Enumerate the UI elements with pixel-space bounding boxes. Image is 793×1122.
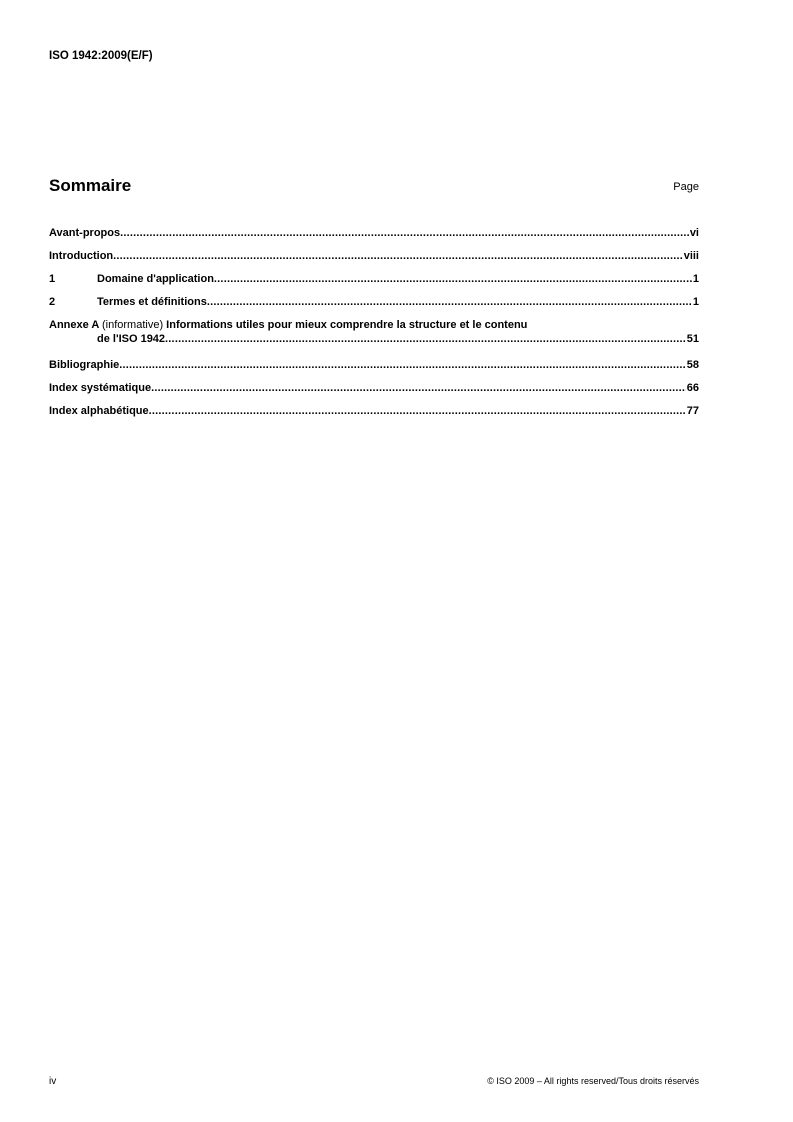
toc-entry-index-alphabetique[interactable] — [49, 404, 699, 427]
annex-title-line-1 — [49, 318, 699, 332]
toc-leader-dots — [151, 381, 686, 395]
toc-entry-page: 77 — [686, 405, 699, 417]
toc-entry-number: 2 — [49, 296, 56, 308]
toc-entry-text: Avant-propos — [49, 227, 121, 239]
toc-leader-dots — [165, 332, 686, 346]
toc-entry-page: 51 — [686, 333, 699, 345]
toc-entry-text: Index systématique — [49, 382, 152, 394]
toc-entry-text: Domaine d'application — [97, 273, 214, 285]
toc-entry-text: Bibliographie — [49, 359, 120, 371]
annex-qualifier: (informative) — [101, 319, 164, 331]
footer-page-number: iv — [49, 1076, 57, 1087]
toc-entry-text: Introduction — [49, 250, 114, 262]
toc-entry-index-systematique[interactable] — [49, 381, 699, 404]
toc-entry-page: 1 — [692, 273, 699, 285]
footer-copyright: © ISO 2009 – All rights reserved/Tous droits réservés — [487, 1076, 699, 1086]
toc-entry-avant-propos[interactable] — [49, 226, 699, 249]
toc-entry-page: 58 — [686, 359, 699, 371]
toc-heading — [49, 176, 699, 198]
toc-leader-dots — [214, 272, 692, 286]
toc-leader-dots — [120, 226, 689, 240]
toc-entry-termes-et-definitions[interactable] — [49, 295, 699, 318]
annex-title: Informations utiles pour mieux comprendre la structure et le contenu — [166, 319, 528, 331]
annex-title-line-2 — [49, 332, 699, 346]
annex-title-continued: de l'ISO 1942 — [97, 333, 166, 345]
document-reference: ISO 1942:2009(E/F) — [49, 50, 153, 62]
toc-entry-page: 1 — [692, 296, 699, 308]
toc-leader-dots — [113, 249, 683, 263]
toc-entry-domaine-d-application[interactable] — [49, 272, 699, 295]
toc-leader-dots — [119, 358, 685, 372]
toc-entry-text: Index alphabétique — [49, 405, 149, 417]
toc-entry-page: vi — [689, 227, 699, 239]
toc-entry-number: 1 — [49, 273, 56, 285]
toc-entry-page: 66 — [686, 382, 699, 394]
toc-leader-dots — [149, 404, 686, 418]
toc-page-column-label: Page — [673, 181, 699, 193]
toc-entry-text: Termes et définitions — [97, 296, 207, 308]
toc-entry-annexe-a[interactable] — [49, 318, 699, 358]
table-of-contents — [49, 226, 699, 427]
annex-label: Annexe A — [49, 319, 99, 331]
toc-leader-dots — [207, 295, 692, 309]
toc-entry-introduction[interactable] — [49, 249, 699, 272]
toc-entry-bibliographie[interactable] — [49, 358, 699, 381]
toc-entry-page: viii — [683, 250, 699, 262]
toc-title: Sommaire — [49, 176, 132, 195]
